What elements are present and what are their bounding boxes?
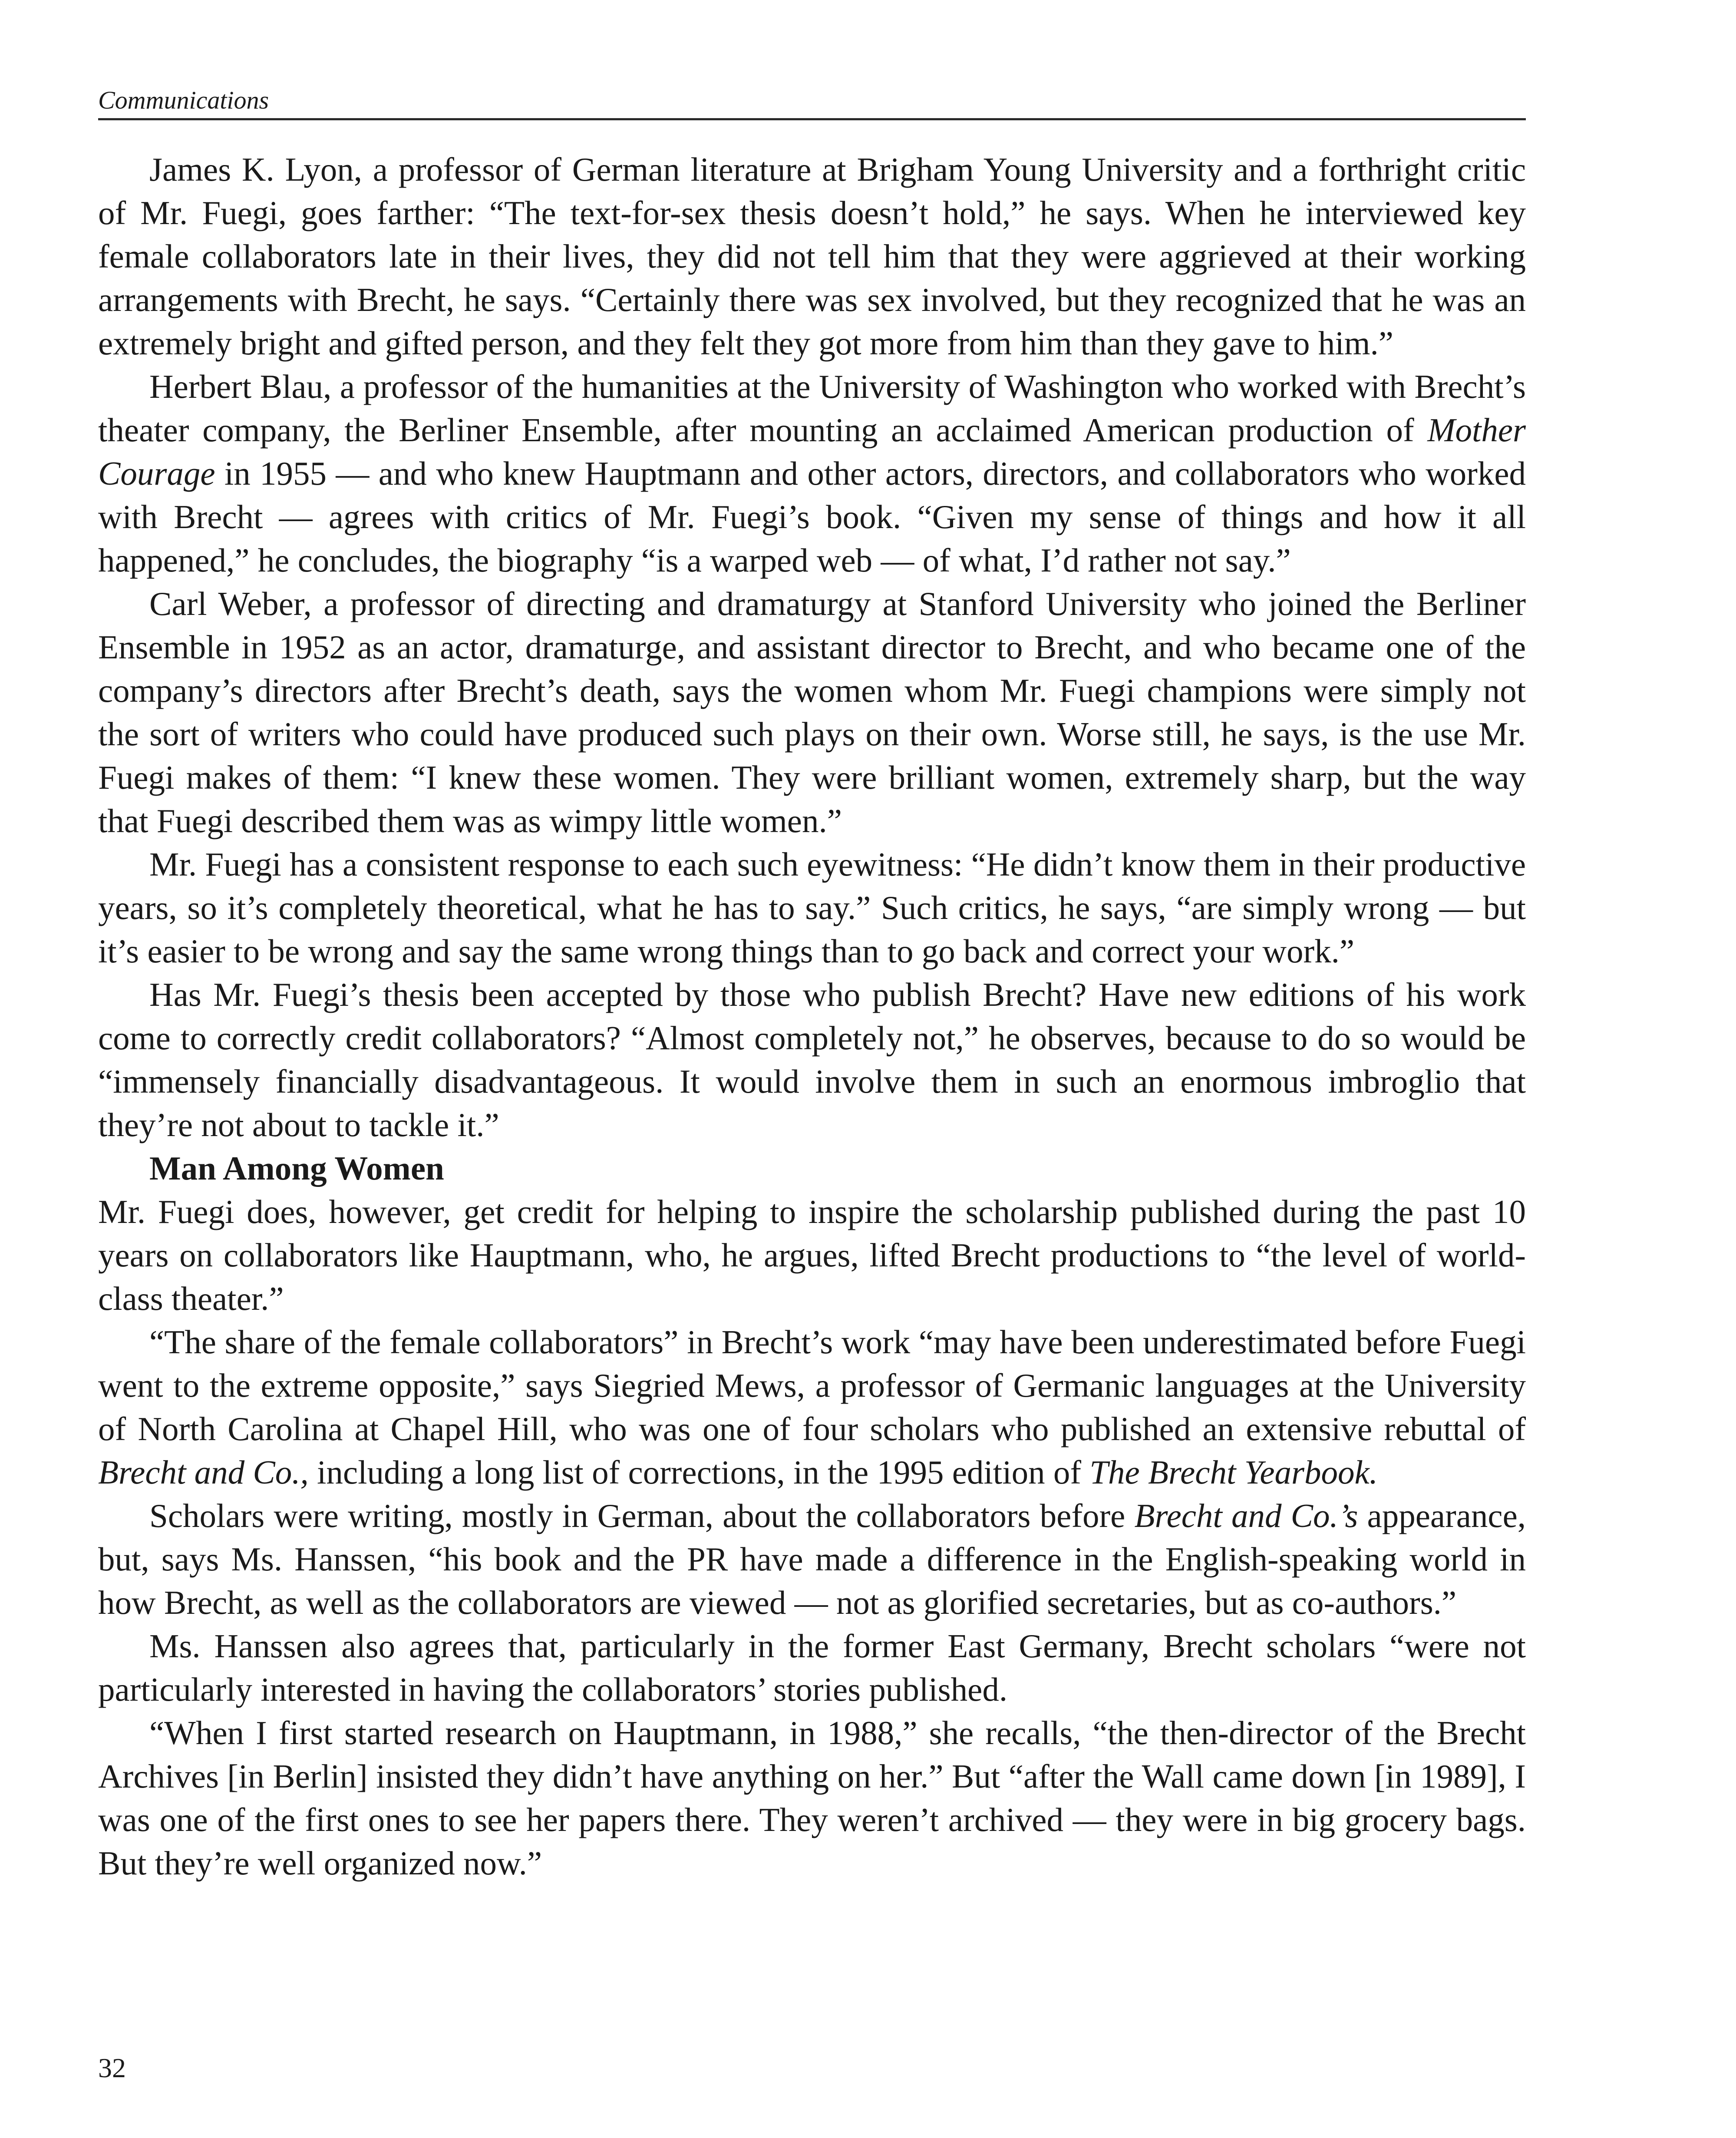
- paragraph-weber: Carl Weber, a professor of directing and dramaturgy at Stanford University who joined the Berliner Ensemble in 1952 as an actor, dramaturge, and assistant director to Brecht, and who became one of the company’s directors after Brecht’s death, says the women whom Mr. Fuegi champions were simply not the sort of writers who could have produced such plays on their own. Worse still, he says, is the use Mr. Fuegi makes of them: “I knew these women. They were brilliant women, extremely sharp, but the way that Fuegi described them was as wimpy little women.”: [98, 585, 1526, 839]
- paragraph-archives: “When I first started research on Hauptmann, in 1988,” she recalls, “the then-director of the Brecht Archives [in Berlin] insisted they didn’t have anything on her.” But “after the Wall came down [in 1989], I was one of the first ones to see her papers there. They weren’t archived — they were in big grocery bags. But they’re well organized now.”: [98, 1714, 1526, 1882]
- article-body: [98, 148, 1526, 1885]
- title-brecht-and-co: Brecht and Co.,: [98, 1454, 309, 1491]
- paragraph-mews-text-2: including a long list of corrections, in the 1995 edition of: [308, 1454, 1090, 1491]
- paragraph-east-germany: Ms. Hanssen also agrees that, particularly in the former East Germany, Brecht scholars “were not particularly interested in having the collaborators’ stories published.: [98, 1627, 1526, 1708]
- running-head: Communications: [98, 86, 269, 114]
- header-rule: [98, 118, 1526, 120]
- section-subhead: Man Among Women: [149, 1150, 444, 1187]
- paragraph-credit: Mr. Fuegi does, however, get credit for helping to inspire the scholarship published during the past 10 years on collaborators like Hauptmann, who, he argues, lifted Brecht productions to “the level of world-class theater.”: [98, 1193, 1526, 1317]
- paragraph-mews-text-1: “The share of the female collaborators” in Brecht’s work “may have been underestimated before Fuegi went to the extreme opposite,” says Siegried Mews, a professor of Germanic languages at the University of North Carolina at Chapel Hill, who was one of four scholars who published an extensive rebuttal of: [98, 1323, 1526, 1447]
- paragraph-lyon: James K. Lyon, a professor of German literature at Brigham Young University and a forthright critic of Mr. Fuegi, goes farther: “The text-for-sex thesis doesn’t hold,” he says. When he interviewed key female collaborators late in their lives, they did not tell him that they were aggrieved at their working arrangements with Brecht, he says. “Certainly there was sex involved, but they recognized that he was an extremely bright and gifted person, and they felt they got more from him than they gave to him.”: [98, 151, 1526, 362]
- title-brecht-and-cos: Brecht and Co.’s: [1134, 1497, 1358, 1534]
- title-mother-courage: Mother Courage: [98, 411, 1526, 492]
- paragraph-fuegi-response: Mr. Fuegi has a consistent response to each such eyewitness: “He didn’t know them in their productive years, so it’s completely theoretical, what he has to say.” Such critics, he says, “are simply wrong — but it’s easier to be wrong and say the same wrong things than to go back and correct your work.”: [98, 846, 1526, 970]
- paragraph-blau-text-1: Herbert Blau, a professor of the humanities at the University of Washington who worked with Brecht’s theater company, the Berliner Ensemble, after mounting an acclaimed American production of: [98, 368, 1526, 449]
- paragraph-hanssen: [98, 1494, 1526, 1624]
- paragraph-blau: [98, 365, 1526, 582]
- paragraph-hanssen-text-1: Scholars were writing, mostly in German, about the collaborators before: [149, 1497, 1135, 1534]
- paragraph-hanssen-text-2: appearance, but, says Ms. Hanssen, “his book and the PR have made a difference in the English-speaking world in how Brecht, as well as the collaborators are viewed — not as glorified secretaries, but as co-authors.”: [98, 1497, 1526, 1621]
- page-number: 32: [98, 2052, 126, 2083]
- paragraph-publishers: Has Mr. Fuegi’s thesis been accepted by those who publish Brecht? Have new editions of his work come to correctly credit collaborators? “Almost completely not,” he observes, because to do so would be “immensely financially disadvantageous. It would involve them in such an enormous imbroglio that they’re not about to tackle it.”: [98, 976, 1526, 1143]
- paragraph-mews: [98, 1320, 1526, 1494]
- paragraph-blau-text-2: in 1955 — and who knew Hauptmann and other actors, directors, and collaborators who worked with Brecht — agrees with critics of Mr. Fuegi’s book. “Given my sense of things and how it all happened,” he concludes, the biography “is a warped web — of what, I’d rather not say.”: [98, 455, 1526, 579]
- title-brecht-yearbook: The Brecht Yearbook.: [1089, 1454, 1378, 1491]
